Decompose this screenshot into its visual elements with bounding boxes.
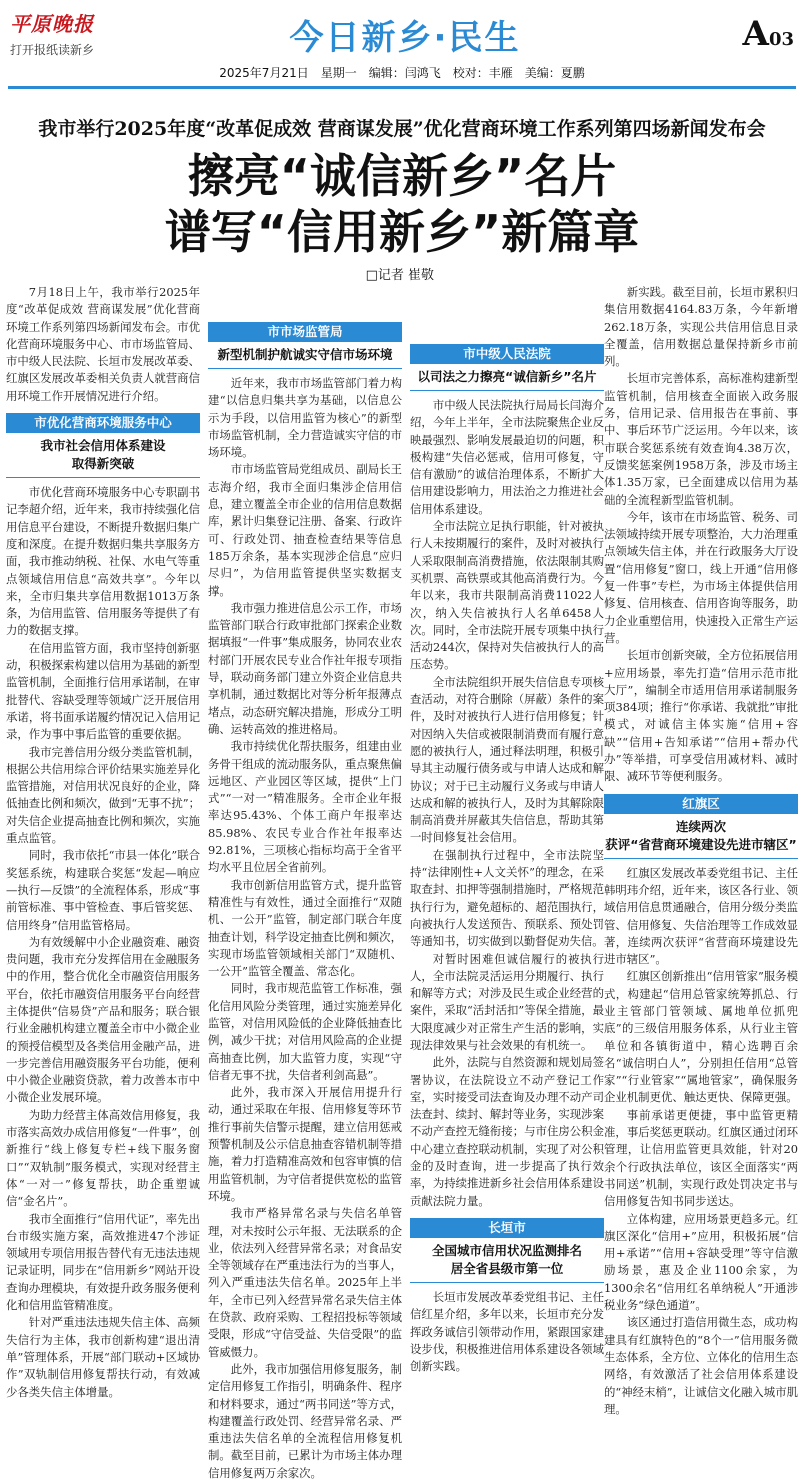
column-4 <box>604 284 798 1416</box>
paragraph: 此外，我市深入开展信用提升行动，通过采取在年报、信用修复等环节推行事前失信警示提醒，建立信用惩戒预警机制及公示信息抽查容错机制等措施，着力打造精准高效和包容审慎的信用监管机制，为守信者提供宽松的监管环境。 <box>208 1085 402 1203</box>
paragraph: 长垣市完善体系，高标准构建新型监管机制，信用核查全面嵌入政务服务，信用记录、信用报告在事前、事中、事后环节广泛运用。今年以来，该市联合奖惩系统有效查询4.38万次，反馈奖惩案例1958万条，涉及市场主体1.35万家，已全面建成以信用为基础的全流程新型监管机制。 <box>604 371 798 507</box>
section-tag: 市中级人民法院 <box>410 344 604 364</box>
section-tag: 长垣市 <box>410 1218 604 1238</box>
section-body <box>410 397 604 1210</box>
paragraph: 我市强力推进信息公示工作，市场监管部门联合行政审批部门探索企业数据填报“一件事”集成服务，协同农业农村部门开展农民专业合作社年报专项指导，联动商务部门建立外资企业信息共享机制，通过数据比对等分析年报薄点堵点，动态研究解决措施，形成分工明确、运转高效的推进格局。 <box>208 600 402 736</box>
column-3 <box>410 284 604 1374</box>
newspaper-logo: 平原晚报 <box>10 12 94 36</box>
paragraph: 今年，该市在市场监管、税务、司法领域持续开展专项整治，大力治理重点领域失信主体，并在行政服务大厅设置“信用修复”窗口，线上开通“信用修复一件事”专栏，为市场主体提供信用修复、信用核查、信用咨询等服务，助力企业重塑信用，快速投入正常生产运营。 <box>604 509 798 645</box>
section-body <box>208 375 402 1482</box>
page-letter: A <box>742 14 769 54</box>
section-subhead: 以司法之力擦亮“诚信新乡”名片 <box>410 368 604 391</box>
paragraph: 全市法院立足执行职能，针对被执行人未按期履行的案件，及时对被执行人采取限制高消费措施，依法限制其购买机票、高铁票或其他高消费行为。今年以来，我市共限制高消费11022人次，纳入失信被执行人名单6458人次。同时，全市法院开展专项集中执行活动244次，保持对失信被执行人的高压态势。 <box>410 519 604 672</box>
section-subhead: 连续两次 获评“省营商环境建设先进市辖区” <box>604 818 798 859</box>
section-body <box>410 1289 604 1375</box>
paragraph: 长垣市发展改革委党组书记、主任信红星介绍，多年以来，长垣市充分发挥政务诚信引领带动作用，紧跟国家建设步伐，积极推进信用体系建设各领域创新实践。 <box>410 1289 604 1374</box>
section-subhead: 全国城市信用状况监测排名 居全省县级市第一位 <box>410 1242 604 1283</box>
date-editor-line: 2025年7月21日 星期一 编辑：闫鸿飞 校对：丰雁 美编：夏鹏 <box>219 66 585 80</box>
paragraph: 该区通过打造信用微生态，成功构建具有红旗特色的“8个一”信用服务微生态体系，全方位、立体化的信用生态网络，有效激活了社会信用体系建设的“神经末梢”，让诚信文化融入城市肌理。 <box>604 1315 798 1416</box>
paragraph: 我市创新信用监管方式，提升监管精准性与有效性，通过全面推行“双随机、一公开”监管，制定部门联合年度抽查计划，科学设定抽查比例和频次，实现市场监管领域相关部门“双随机、一公开”监管全覆盖、常态化。 <box>208 877 402 979</box>
header-divider <box>8 86 796 89</box>
paragraph: 此外，法院与自然资源和规划局签署协议，在法院设立不动产登记工作室，实时接受司法查询及办理不动产司法查封、续封、解封等业务，实现涉案不动产查控无缝衔接；与市住房公积金中心建立查控联动机制，实现了对公积金的及时查询，进一步提高了执行效率，为持续推进新乡社会信用体系建设贡献法院力量。 <box>410 1055 604 1208</box>
paragraph: 针对严重违法违规失信主体、高频失信行为主体，我市创新构建“退出清单”管理体系，开展“部门联动+区域协作”双轨制信用修复帮扶行动，有效减少各类失信主体增量。 <box>6 1315 200 1399</box>
section-tag: 市优化营商环境服务中心 <box>6 413 200 433</box>
section-subhead: 新型机制护航诚实守信市场环境 <box>208 346 402 369</box>
paragraph: 近年来，我市市场监管部门着力构建“以信息归集共享为基础，以信息公示为手段，以信用监管为核心”的新型市场监管机制，全力营造诚实守信的市场环境。 <box>208 376 402 460</box>
paragraph: 为有效缓解中小企业融资难、融资贵问题，我市充分发挥信用在金融服务中的作用，整合优化全市融资信用服务平台，依托市融资信用服务平台向经营主体提供“信易贷”产品和服务；联合银行业金融机构建立覆盖全市中小微企业的预授信模型及各类信用金融产品，进一步完善信用融资服务平台功能，便利中小微企业融资贷款，着力改善本市中小微企业发展环境。 <box>6 934 200 1105</box>
section-tag: 市市场监管局 <box>208 322 402 342</box>
paragraph: 7月18日上午，我市举行2025年度“改革促成效 营商谋发展”优化营商环境工作系列第四场新闻发布会。市优化营商环境服务中心、市市场监管局、市中级人民法院、长垣市发展改革委、红旗区发展改革委相关负责人就营商信用环境工作开展情况进行介绍。 <box>6 285 200 403</box>
headline-line-2: 谱写“信用新乡”新篇章 <box>164 205 640 259</box>
paragraph: 立体构建，应用场景更趋多元。红旗区深化“信用+”应用，积极拓展“信用+承诺”“信用+容缺受理”等守信激励场景，惠及企业1100余家，为1300余名“信用红名单纳税人”开通涉税业务“绿色通道”。 <box>604 1211 798 1313</box>
column-1 <box>6 284 200 1399</box>
paragraph: 市中级人民法院执行局局长闫海介绍，今年上半年，全市法院聚焦企业反映最强烈、影响发展最迫切的问题，积极构建“失信必惩戒，信用可修复，守信有激励”的诚信治理体系，不断扩大信用建设影响力，用法治之力推进社会信用体系建设。 <box>410 398 604 516</box>
paragraph: 此外，我市加强信用修复服务，制定信用修复工作指引，明确条件、程序和材料要求，通过“两书同送”等方式，构建覆盖行政处罚、经营异常名录、严重违法失信名单的全流程信用修复机制。截至目前，已累计为市场主体办理信用修复两万余家次。 <box>208 1361 402 1480</box>
paragraph: 我市完善信用分级分类监管机制，根据公共信用综合评价结果实施差异化监管措施，对信用状况良好的企业，降低抽查比例和频次，做到“无事不扰”；对失信企业提高抽查比例和频次，实施重点监管。 <box>6 744 200 846</box>
paragraph: 红旗区创新推出“信用管家”服务模式，构建起“信用总管家统筹抓总、行业主管部门管领域、属地单位抓兜底”的三级信用服务体系，从行业主管单位和各镇街道中，精心选聘百余名“诚信明白人”，分别担任信用“总管家”“行业管家”“属地管家”，确保服务企业机制更优、触达更快、保障更强。 <box>604 969 798 1105</box>
article-headline <box>0 148 804 260</box>
brand <box>10 8 120 58</box>
article-kicker: 我市举行2025年度“改革促成效 营商谋发展”优化营商环境工作系列第四场新闻发布会 <box>38 118 766 140</box>
column-2 <box>208 284 402 1480</box>
paragraph: 市市场监管局党组成员、副局长王志海介绍，我市全面归集涉企信用信息，建立覆盖全市企业的信用信息数据库，累计归集登记注册、备案、行政许可、行政处罚、抽查检查结果等信息185万余条，基本实现涉企信息“应归尽归”，为信用监管提供坚实数据支撑。 <box>208 462 402 598</box>
paragraph: 我市严格异常名录与失信名单管理，对未按时公示年报、无法联系的企业，依法列入经营异常名录；对食品安全等领域存在严重违法行为的当事人，列入严重违法失信名单。2025年上半年，全市已列入经营异常名录失信主体在贷款、政府采购、工程招投标等领域受限，形成“守信受益、失信受限”的监管威慑力。 <box>208 1206 402 1359</box>
paragraph: 同时，我市规范监管工作标准，强化信用风险分类管理，通过实施差异化监管，对信用风险低的企业降低抽查比例，减少干扰；对信用风险高的企业提高抽查比例，加大监管力度，实现“守信者无事不扰，失信者利剑高悬”。 <box>208 981 402 1082</box>
paragraph: 在强制执行过程中，全市法院坚持“法律刚性+人文关怀”的理念，在采取查封、扣押等强制措施时，严格规范执行行为，避免超标的、超范围执行，向被执行人发送预告、预联系、预处罚等通知书，切实做到以勤督促劝失信。 <box>410 847 604 949</box>
section-tag: 红旗区 <box>604 794 798 814</box>
section-body <box>6 484 200 1401</box>
paragraph: 我市全面推行“信用代证”，率先出台市级实施方案，高效推进47个涉证领域用专项信用报告替代有无违法违规记录证明，同步在“信用新乡”网站开设查询办理模块，有效提升政务服务便利化和信用监管精准度。 <box>6 1211 200 1313</box>
paragraph: 为助力经营主体高效信用修复，我市落实高效办成信用修复“一件事”，创新推行“线上修复专栏+线下服务窗口”“双轨制”服务模式，实现对经营主体“一对一”修复帮扶，助企重塑诚信“金名片”。 <box>6 1107 200 1209</box>
paragraph: 事前承诺更便捷，事中监管更精准，事后奖惩更联动。红旗区通过闭环管理，让信用监管更具效能，针对20余个行政执法单位，该区全面落实“两书同送”机制，实现行政处罚决定书与信用修复告知书同步送达。 <box>604 1107 798 1209</box>
section-body <box>604 284 798 786</box>
section-subhead: 我市社会信用体系建设 取得新突破 <box>6 437 200 478</box>
headline-line-1: 擦亮“诚信新乡”名片 <box>187 149 617 203</box>
newspaper-slogan: 打开报纸读新乡 <box>10 43 95 57</box>
paragraph: 对暂时困难但诚信履行的被执行人，全市法院灵活运用分期履行、执行和解等方式；对涉及民生或企业经营的案件，采取“活封活扣”等保全措施，最大限度减少对正常生产生活的影响，实现法律效果与社会效果的有机统一。 <box>410 951 604 1052</box>
paragraph: 我市持续优化帮扶服务，组建由业务骨干组成的流动服务队，重点聚焦偏远地区、产业园区等区域，提供“上门式”“一对一”精准服务。全市企业年报率达95.43%、个体工商户年报率达85.98%、农民专业合作社年报率达92.81%，三项核心指标均高于全省平均水平且位居全省前列。 <box>208 739 402 875</box>
page-digits: 03 <box>768 29 794 50</box>
masthead <box>0 0 804 92</box>
section-title: 今日新乡·民生 <box>289 18 521 58</box>
paragraph: 红旗区发展改革委党组书记、主任韩明玮介绍，近年来，该区各行业、领域信用信息贯通融合，信用分级分类监管、信用修复、失信治理等工作成效显著，连续两次获评“省营商环境建设先进市辖区”。 <box>604 865 798 967</box>
page-number <box>743 14 794 54</box>
paragraph: 同时，我市依托“市县一体化”联合奖惩系统，构建联合奖惩“发起—响应—执行—反馈”的全流程体系，形成“事前管标准、事中管检查、事后管奖惩、信用终身”信用监管格局。 <box>6 848 200 932</box>
paragraph: 市优化营商环境服务中心专职副书记李超介绍，近年来，我市持续强化信用信息平台建设，不断提升数据归集广度和深度。在提升数据归集共享服务方面，我市推动纳税、社保、水电气等重点领域信用信息“高效共享”。今年以来，全市归集共享信用数据1013万条条，为信用监管、信用服务等提供了有力的数据支撑。 <box>6 485 200 638</box>
section-body <box>604 865 798 1419</box>
paragraph: 在信用监管方面，我市坚持创新驱动，积极探索构建以信用为基础的新型监管机制，全面推行信用承诺制，在审批替代、容缺受理等领域广泛开展信用承诺，将书面承诺履约情况记入信用记录，作为事中事后监管的重要依据。 <box>6 640 200 742</box>
paragraph: 长垣市创新突破，全方位拓展信用+应用场景，率先打造“信用示范市批大厅”，编制全市适用信用承诺制服务项384项；推行“你承诺、我就批”审批模式，对诚信主体实施“信用+容缺”“信用+告知承诺”“信用+帮办代办”等举措，可享受信用减材料、减时限、减环节等便利服务。 <box>604 648 798 784</box>
byline: □记者 崔敬 <box>365 268 434 283</box>
intro-text <box>6 284 200 405</box>
paragraph: 新实践。截至目前，长垣市累积归集信用数据4164.83万条，今年新增262.18万条，实现公共信用信息目录全覆盖，信用数据总量保持新乡市前列。 <box>604 285 798 369</box>
paragraph: 全市法院组织开展失信信息专项核查活动，对符合删除（屏蔽）条件的案件，及时对被执行人进行信用修复；针对因纳入失信或被限制消费而有履行意愿的被执行人，通过释法明理，积极引导其主动履行债务或与申请人达成和解协议；对于已主动履行义务或与申请人达成和解的被执行人，及时为其解除限制高消费并屏蔽其失信信息，帮助其第一时间修复社会信用。 <box>410 674 604 845</box>
